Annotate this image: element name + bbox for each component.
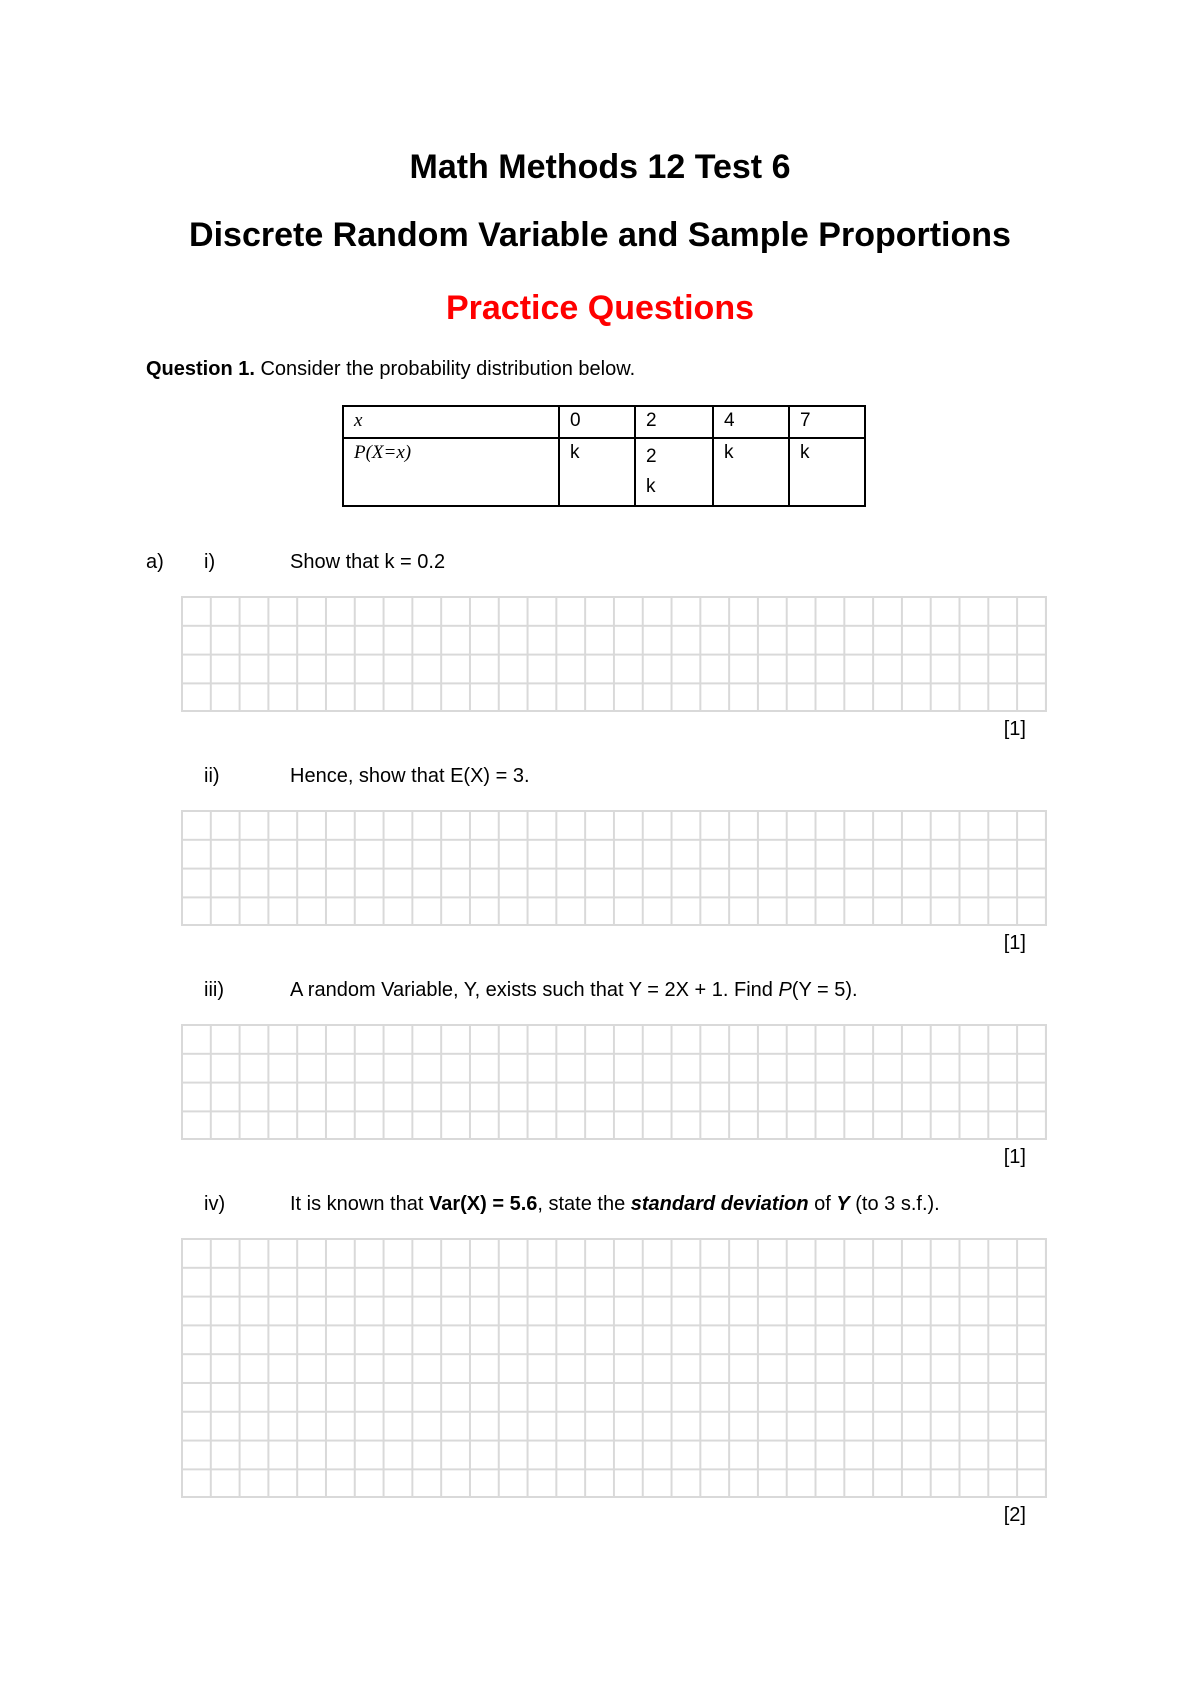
part-iv-text: It is known that Var(X) = 5.6, state the standard deviation of Y (to 3 s.f.).	[290, 1193, 940, 1215]
table-cell-text: k	[646, 476, 656, 497]
part-ii-text: Hence, show that E(X) = 3.	[290, 765, 530, 787]
part-i-text: Show that k = 0.2	[290, 551, 446, 573]
probability-distribution-table	[342, 405, 866, 507]
table-cell: 4	[713, 406, 789, 438]
table-cell	[635, 438, 713, 506]
page-title: Math Methods 12 Test 6	[409, 148, 791, 186]
marks-ii: [1]	[1003, 932, 1026, 954]
table-cell: 0	[559, 406, 635, 438]
table-cell-probability-header: P(X=x)	[343, 438, 559, 506]
table-cell: 7	[789, 406, 865, 438]
table-cell: k	[789, 438, 865, 506]
answer-grid-iii[interactable]	[181, 1024, 1047, 1140]
part-ii-number: ii)	[204, 765, 220, 787]
question-1-text: Consider the probability distribution below.	[260, 358, 636, 380]
marks-i: [1]	[1003, 718, 1026, 740]
part-iii-text: A random Variable, Y, exists such that Y = 2X + 1. Find P(Y = 5).	[290, 979, 858, 1001]
part-i-number: i)	[204, 551, 216, 573]
page-subtitle: Discrete Random Variable and Sample Proportions	[189, 216, 1011, 254]
table-cell-text: 2	[646, 446, 657, 467]
table-cell: k	[559, 438, 635, 506]
question-1-label: Question 1.	[146, 358, 255, 380]
table-cell-x-header: x	[343, 406, 559, 438]
part-a-label: a)	[146, 551, 164, 573]
table-cell: 2	[635, 406, 713, 438]
table-row-probability	[343, 438, 865, 506]
section-heading: Practice Questions	[445, 289, 754, 327]
table-cell: k	[713, 438, 789, 506]
part-iii-number: iii)	[204, 979, 224, 1001]
answer-grid-i[interactable]	[181, 596, 1047, 712]
table-row-x	[343, 406, 865, 438]
question-1-intro	[146, 358, 635, 381]
marks-iv: [2]	[1003, 1504, 1026, 1526]
answer-grid-iv[interactable]	[181, 1238, 1047, 1498]
answer-grid-ii[interactable]	[181, 810, 1047, 926]
marks-iii: [1]	[1003, 1146, 1026, 1168]
part-iv-number: iv)	[204, 1193, 226, 1215]
